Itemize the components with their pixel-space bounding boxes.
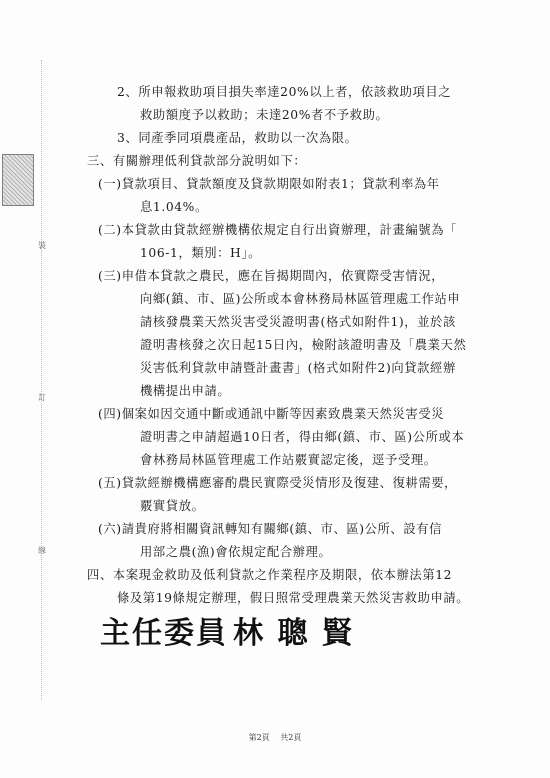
page-footer: [0, 732, 550, 743]
text-line: (五)貸款經辦機構應審酌農民實際受災情形及復建、復耕需要，: [98, 476, 458, 490]
text-line: 106-1，類別：H」。: [140, 246, 262, 260]
text-line: 證明書之申請超過10日者，得由鄉(鎮、市、區)公所或本: [140, 430, 465, 444]
text-line: 災害低利貸款申請暨計畫書」(格式如附件2)向貸款經辦: [140, 361, 456, 375]
text-line: (六)請貴府將相關資訊轉知有關鄉(鎮、市、區)公所、設有信: [98, 522, 443, 536]
signatory-title: 主任委員: [100, 616, 228, 651]
binding-mark-bottom: 線: [38, 546, 46, 555]
binding-mark-middle: 訂: [38, 393, 46, 402]
text-line: (四)個案如因交通中斷或通訊中斷等因素致農業天然災害受災: [98, 407, 445, 421]
signatory-name: 林 聰 賢: [233, 616, 354, 651]
text-line: 向鄉(鎮、市、區)公所或本會林務局林區管理處工作站申: [140, 292, 461, 306]
text-line: 證明書核發之次日起15日內，檢附該證明書及「農業天然: [140, 338, 467, 352]
text-line: 2、所申報救助項目損失率達20%以上者，依該救助項目之: [117, 85, 452, 99]
section-heading: 三、有關辦理低利貸款部分說明如下：: [87, 154, 307, 168]
text-line: 3、同產季同項農產品，救助以一次為限。: [117, 131, 358, 145]
page-number: 第2頁: [248, 733, 270, 742]
text-line: 機構提出申請。: [140, 384, 231, 398]
text-line: 息1.04%。: [140, 200, 208, 214]
section-heading: 四、本案現金救助及低利貸款之作業程序及期限，依本辦法第12: [87, 568, 453, 582]
text-line: 覈實貸放。: [140, 499, 205, 513]
text-line: (一)貸款項目、貸款額度及貸款期限如附表1；貸款利率為年: [98, 177, 440, 191]
binding-line: [41, 60, 43, 700]
seal-stamp: [2, 154, 34, 206]
text-line: 用部之農(漁)會依規定配合辦理。: [140, 545, 332, 559]
text-line: 請核發農業天然災害受災證明書(格式如附件1)，並於該: [140, 315, 456, 329]
text-line: (二)本貸款由貸款經辦機構依規定自行出資辦理，計畫編號為「: [98, 223, 458, 237]
text-line: 會林務局林區管理處工作站覈實認定後，逕予受理。: [140, 453, 437, 467]
page-total: 共2頁: [280, 733, 302, 742]
text-line: 救助額度予以救助；未達20%者不予救助。: [140, 108, 389, 122]
text-line: 條及第19條規定辦理，假日照常受理農業天然災害救助申請。: [117, 591, 470, 605]
text-line: (三)申借本貸款之農民，應在旨揭期間內，依實際受害情況，: [98, 269, 445, 283]
signature-block: [100, 608, 420, 654]
binding-mark-top: 裝: [38, 241, 46, 250]
